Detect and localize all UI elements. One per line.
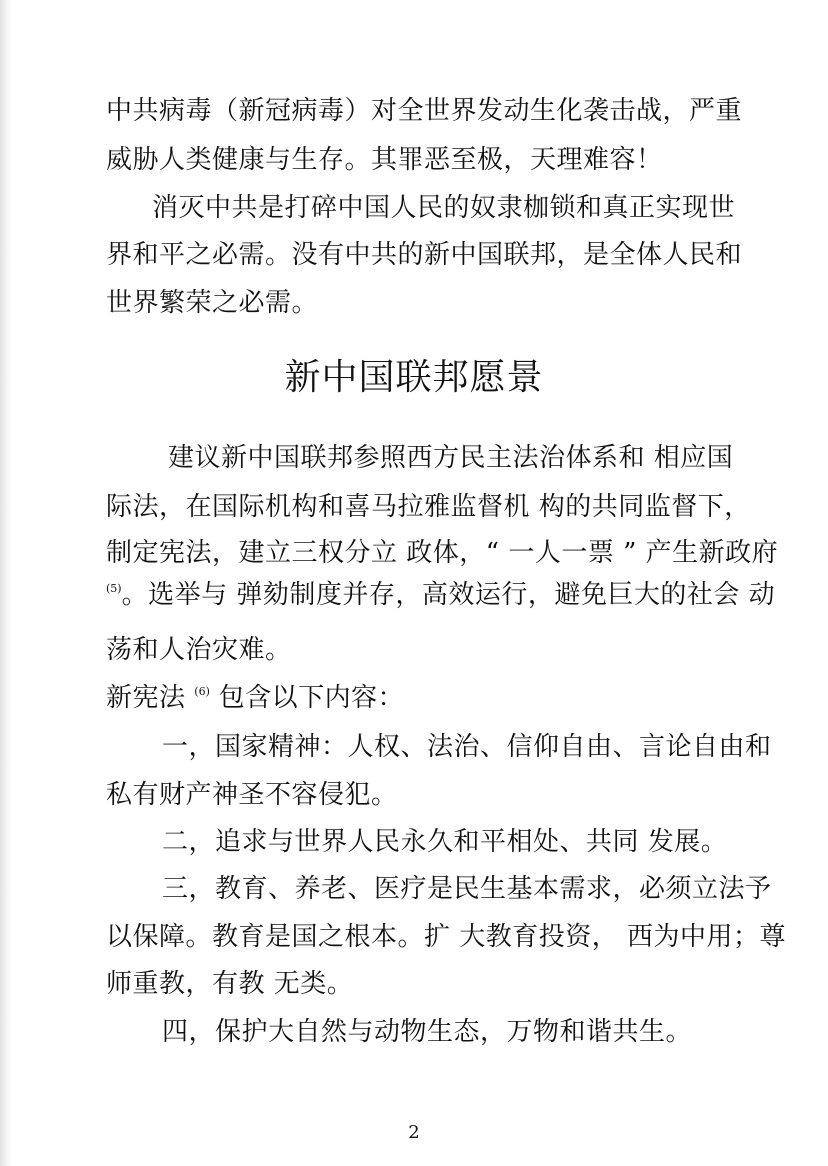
proposal-line-4-text: 。选举与 弹劾制度并存，高效运行，避免巨大的社会 动	[121, 580, 776, 610]
proposal-line-4	[106, 580, 775, 610]
item4-line: 四，保护大自然与动物生态，万物和谐共生。	[162, 1017, 693, 1047]
constitution-suffix: 包含以下内容：	[209, 683, 405, 713]
item1-line-1: 一，国家精神：人权、法治、信仰自由、言论自由和	[162, 732, 772, 762]
constitution-label: 新宪法	[106, 683, 186, 713]
proposal-line-1: 建议新中国联邦参照西方民主法治体系和 相应国	[168, 443, 734, 473]
item3-line-1: 三，教育、养老、医疗是民生基本需求，必须立法予	[162, 874, 772, 904]
item3-line-2: 以保障。教育是国之根本。扩 大教育投资， 西为中用；尊	[106, 922, 787, 952]
section-title: 新中国联邦愿景	[284, 357, 544, 398]
item2-line: 二，追求与世界人民永久和平相处、共同 发展。	[162, 827, 728, 857]
paragraph2-line-1: 消灭中共是打碎中国人民的奴隶枷锁和真正实现世	[152, 193, 736, 223]
paragraph2-line-3: 世界繁荣之必需。	[106, 288, 319, 318]
intro-line-2: 威胁人类健康与生存。其罪恶至极，天理难容！	[106, 145, 663, 175]
page-edge-shadow	[0, 0, 12, 1166]
item3-line-3: 师重教，有教 无类。	[106, 969, 354, 999]
footnote-6: (6)	[194, 685, 210, 698]
proposal-line-3: 制定宪法，建立三权分立 政体，“ 一人一票 ” 产生新政府	[106, 538, 779, 568]
item1-line-2: 私有财产神圣不容侵犯。	[106, 780, 398, 810]
paragraph2-line-2: 界和平之必需。没有中共的新中国联邦，是全体人民和	[106, 240, 743, 270]
constitution-intro	[106, 683, 404, 713]
proposal-line-5: 荡和人治灾难。	[106, 635, 292, 665]
footnote-5: (5)	[106, 582, 122, 595]
intro-line-1: 中共病毒（新冠病毒）对全世界发动生化袭击战，严重	[106, 96, 743, 126]
proposal-line-2: 际法，在国际机构和喜马拉雅监督机 构的共同监督下，	[106, 492, 751, 522]
page-number: 2	[408, 1122, 420, 1143]
